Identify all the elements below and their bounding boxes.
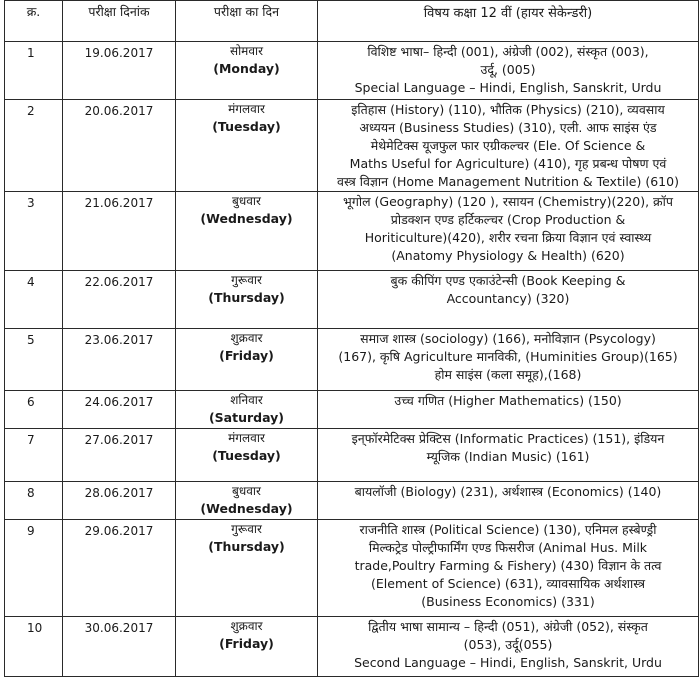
exam-date: 30.06.2017	[63, 617, 176, 677]
exam-day-hindi: गुरूवार	[231, 522, 262, 536]
subject-line: इतिहास (History) (110), भौतिक (Physics) (210), व्यवसाय	[351, 102, 665, 117]
exam-day-english: (Monday)	[213, 61, 280, 76]
table-row	[5, 391, 699, 429]
exam-date: 19.06.2017	[63, 42, 176, 100]
table-row	[5, 429, 699, 482]
subject-line: Horiticulture)(420), शरीर रचना क्रिया विज्ञान एवं स्वास्थ्य	[364, 230, 652, 245]
table-row	[5, 329, 699, 391]
exam-date: 29.06.2017	[63, 520, 176, 617]
exam-day-english: (Thursday)	[208, 290, 285, 305]
subject-line: द्वितीय भाषा सामान्य – हिन्दी (051), अंग्रेजी (052), संस्कृत	[368, 619, 648, 634]
exam-timetable	[4, 0, 699, 677]
subject-line: (167), कृषि Agriculture मानविकी, (Huminities Group)(165)	[338, 349, 678, 364]
exam-day	[176, 520, 318, 617]
table-header-row	[5, 1, 699, 42]
subject-line: (Anatomy Physiology & Health) (620)	[391, 248, 625, 263]
subject-line: trade,Poultry Farming & Fishery) (430) विज्ञान के तत्व	[354, 558, 662, 573]
exam-day-hindi: मंगलवार	[228, 431, 265, 445]
subject-line: Accountancy) (320)	[446, 291, 570, 306]
exam-day-hindi: शनिवार	[230, 393, 263, 407]
table-row	[5, 192, 699, 271]
subject-cell	[318, 192, 699, 271]
subject-cell	[318, 482, 699, 520]
serial-number: 4	[5, 271, 63, 329]
header-exam-day: परीक्षा का दिन	[176, 1, 318, 42]
exam-day-hindi: शुक्रवार	[230, 619, 263, 633]
exam-day-english: (Tuesday)	[212, 119, 281, 134]
exam-day	[176, 192, 318, 271]
header-serial: क्र.	[5, 1, 63, 42]
serial-number: 9	[5, 520, 63, 617]
subject-cell	[318, 100, 699, 192]
subject-line: Special Language – Hindi, English, Sanskrit, Urdu	[354, 80, 662, 95]
exam-day-hindi: सोमवार	[229, 44, 264, 58]
subject-line: भूगोल (Geography) (120 ), रसायन (Chemistry)(220), क्रॉप	[343, 194, 673, 209]
exam-day-hindi: शुक्रवार	[230, 331, 263, 345]
exam-day	[176, 429, 318, 482]
subject-cell	[318, 429, 699, 482]
serial-number: 2	[5, 100, 63, 192]
subject-line: विशिष्ट भाषा– हिन्दी (001), अंग्रेजी (002), संस्कृत (003),	[367, 44, 649, 59]
table-body	[5, 42, 699, 677]
subject-cell	[318, 329, 699, 391]
table-row	[5, 482, 699, 520]
subject-line: बायलॉजी (Biology) (231), अर्थशास्त्र (Economics) (140)	[354, 484, 662, 499]
subject-cell	[318, 42, 699, 100]
exam-date: 27.06.2017	[63, 429, 176, 482]
exam-day	[176, 391, 318, 429]
subject-line: अध्ययन (Business Studies) (310), एली. आफ साइंस एंड	[359, 120, 657, 135]
subject-line: उर्दू, (005)	[480, 62, 536, 77]
subject-line: (053), उर्दू(055)	[463, 637, 553, 652]
exam-day	[176, 100, 318, 192]
exam-day-hindi: बुधवार	[232, 484, 261, 498]
exam-day	[176, 271, 318, 329]
subject-cell	[318, 520, 699, 617]
exam-day	[176, 329, 318, 391]
table-row	[5, 520, 699, 617]
subject-line: (Business Economics) (331)	[421, 594, 595, 609]
header-exam-date: परीक्षा दिनांक	[63, 1, 176, 42]
subject-cell	[318, 391, 699, 429]
exam-day-hindi: बुधवार	[232, 194, 261, 208]
exam-day	[176, 42, 318, 100]
subject-line: राजनीति शास्त्र (Political Science) (130), एनिमल हस्बेण्ड्री	[359, 522, 657, 537]
exam-day-english: (Saturday)	[208, 410, 285, 425]
table-row	[5, 617, 699, 677]
subject-line: बुक कीपिंग एण्ड एकाउंटेन्सी (Book Keeping &	[390, 273, 626, 288]
subject-cell	[318, 271, 699, 329]
subject-line: प्रोडक्शन एण्ड हर्टिकल्चर (Crop Production &	[390, 212, 626, 227]
subject-line: होम साइंस (कला समूह),(168)	[434, 367, 582, 382]
subject-line: मेथेमेटिक्स यूजफुल फार एग्रीकल्चर (Ele. Of Science &	[370, 138, 646, 153]
subject-line: वस्त्र विज्ञान (Home Management Nutrition & Textile) (610)	[337, 174, 679, 189]
table-row	[5, 100, 699, 192]
serial-number: 5	[5, 329, 63, 391]
subject-line: म्यूजिक (Indian Music) (161)	[426, 449, 590, 464]
exam-date: 22.06.2017	[63, 271, 176, 329]
exam-day-english: (Friday)	[219, 348, 274, 363]
exam-day	[176, 482, 318, 520]
exam-day-english: (Wednesday)	[200, 501, 293, 516]
exam-date: 24.06.2017	[63, 391, 176, 429]
serial-number: 6	[5, 391, 63, 429]
exam-day-english: (Friday)	[219, 636, 274, 651]
subject-line: Maths Useful for Agriculture) (410), गृह प्रबन्ध पोषण एवं	[349, 156, 667, 171]
subject-line: (Element of Science) (631), व्यावसायिक अर्थशास्त्र	[371, 576, 645, 591]
exam-date: 23.06.2017	[63, 329, 176, 391]
exam-date: 20.06.2017	[63, 100, 176, 192]
exam-day-english: (Wednesday)	[200, 211, 293, 226]
table-row	[5, 42, 699, 100]
exam-date: 28.06.2017	[63, 482, 176, 520]
header-subject: विषय कक्षा 12 वीं (हायर सेकेन्डरी)	[318, 1, 699, 42]
subject-line: Second Language – Hindi, English, Sanskrit, Urdu	[354, 655, 662, 670]
exam-day-hindi: गुरूवार	[231, 273, 262, 287]
serial-number: 1	[5, 42, 63, 100]
exam-day-english: (Thursday)	[208, 539, 285, 554]
serial-number: 7	[5, 429, 63, 482]
subject-line: समाज शास्त्र (sociology) (166), मनोविज्ञान (Psycology)	[360, 331, 656, 346]
subject-line: उच्च गणित (Higher Mathematics) (150)	[394, 393, 622, 408]
exam-day-english: (Tuesday)	[212, 448, 281, 463]
exam-date: 21.06.2017	[63, 192, 176, 271]
subject-line: इन्‌फॉरमेटिक्स प्रेक्टिस (Informatic Practices) (151), इंडियन	[351, 431, 665, 446]
serial-number: 10	[5, 617, 63, 677]
exam-day-hindi: मंगलवार	[228, 102, 265, 116]
serial-number: 3	[5, 192, 63, 271]
table-row	[5, 271, 699, 329]
subject-line: मिल्कट्रेड पोल्ट्रीफार्मिंग एण्ड फिसरीज (Animal Hus. Milk	[368, 540, 648, 555]
subject-cell	[318, 617, 699, 677]
exam-day	[176, 617, 318, 677]
serial-number: 8	[5, 482, 63, 520]
